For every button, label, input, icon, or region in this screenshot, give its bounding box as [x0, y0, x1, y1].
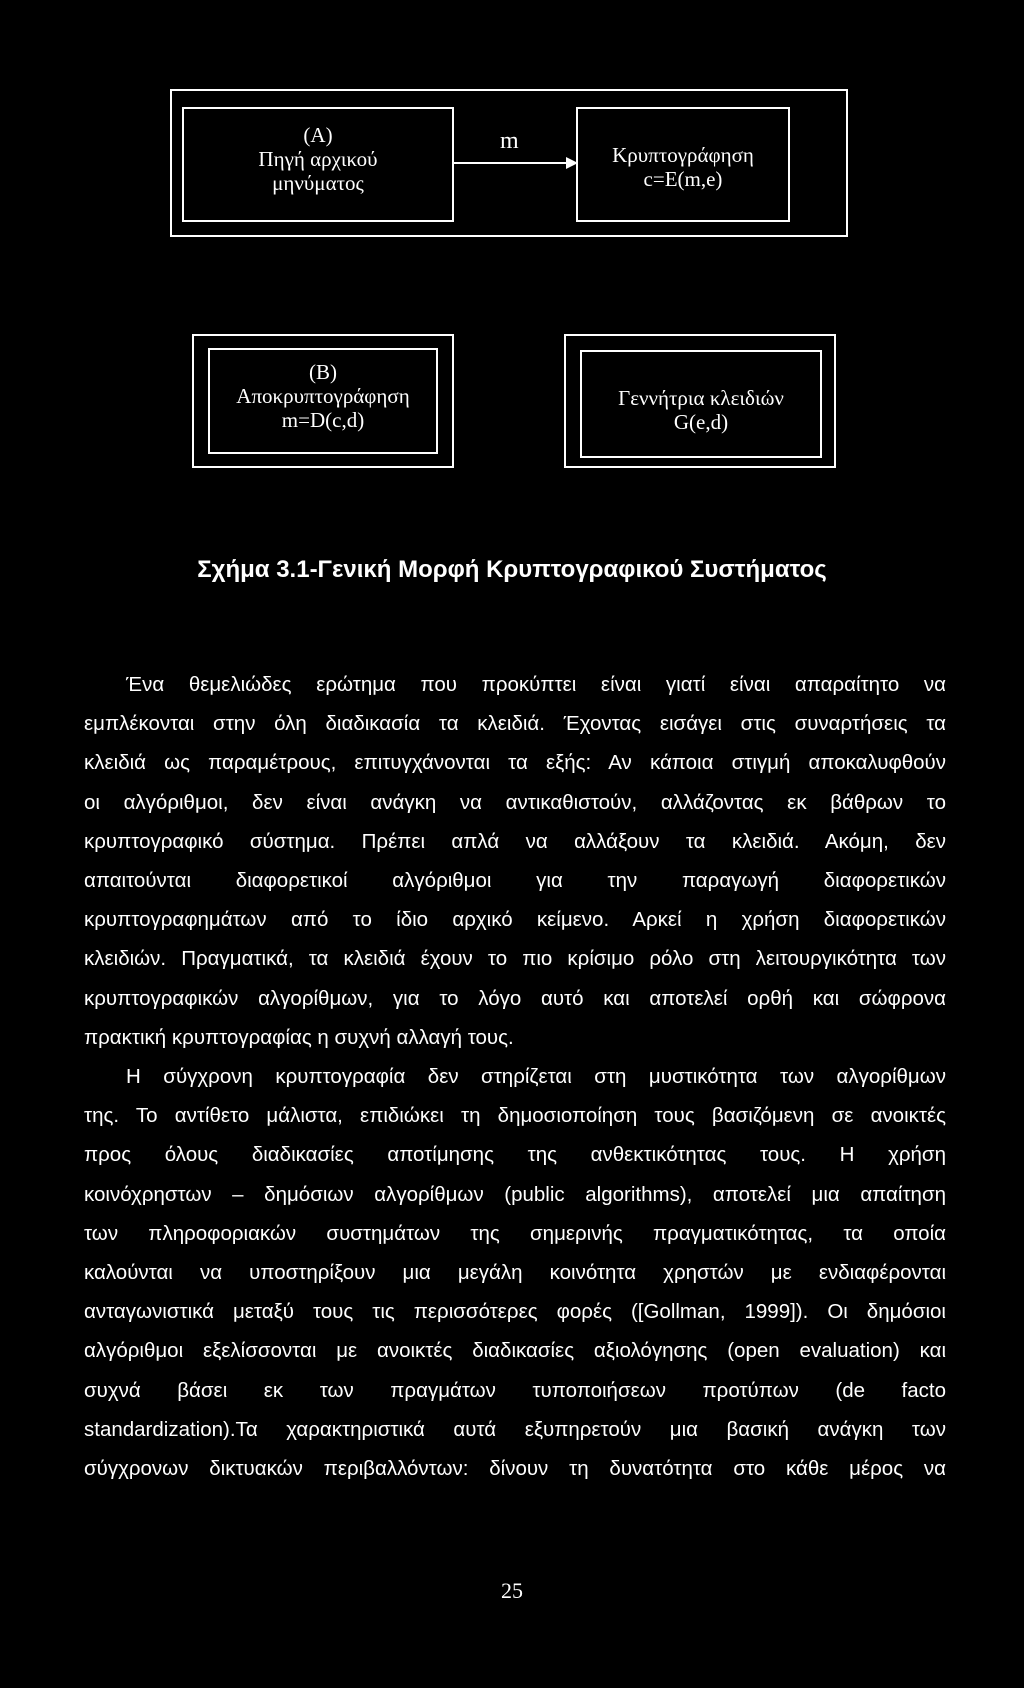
page-number: 25 [501, 1578, 523, 1603]
paragraph-2-line: Η σύγχρονη κρυπτογραφία δεν στηρίζεται στη μυστικότητα των αλγορίθμων [126, 1065, 946, 1088]
box-encryption-line1: Κρυπτογράφηση [612, 143, 754, 167]
paragraph-1-line: εμπλέκονται στην όλη διαδικασία τα κλειδιά. Έχοντας εισάγει στις συναρτήσεις τα [84, 712, 946, 736]
paragraph-1-line: κρυπτογραφημάτων από το ίδιο αρχικό κείμενο. Αρκεί η χρήση διαφορετικών [84, 908, 946, 932]
paragraph-1-line: απαιτούνται διαφορετικοί αλγόριθμοι για την παραγωγή διαφορετικών [84, 869, 946, 893]
paragraph-1-line: κλειδιών. Πραγματικά, τα κλειδιά έχουν το πιο κρίσιμο ρόλο στη λειτουργικότητα των [84, 947, 946, 971]
arrow-label: m [500, 128, 519, 154]
box-message-source-text [182, 123, 454, 195]
paragraph-1-line: κρυπτογραφικών αλγορίθμων, για το λόγο αυτό και αποτελεί ορθή και σώφρονα [84, 986, 946, 1010]
box-b-label: (B) [309, 360, 337, 384]
figure-caption: Σχήμα 3.1-Γενική Μορφή Κρυπτογραφικού Συστήματος [197, 556, 827, 583]
paragraph-1-line: Ένα θεμελιώδες ερώτημα που προκύπτει είναι γιατί είναι απαραίτητο να [126, 673, 946, 696]
box-keygen-line2: G(e,d) [673, 410, 729, 434]
box-encryption-text [576, 143, 790, 191]
paragraph-2-line: προς όλους διαδικασίες αποτίμησης της ανθεκτικότητας τους. Η χρήση [84, 1143, 946, 1167]
paragraph-2-line: της. Το αντίθετο μάλιστα, επιδιώκει τη δημοσιοποίηση τους βασιζόμενη σε ανοικτές [84, 1104, 946, 1128]
paragraph-2-line: καλούνται να υποστηρίξουν μια μεγάλη κοινότητα χρηστών με ενδιαφέρονται [84, 1261, 946, 1285]
box-b-line3: m=D(c,d) [281, 408, 365, 432]
paragraph-2-line: των πληροφοριακών συστημάτων της σημερινής πραγματικότητας, τα οποία [84, 1221, 946, 1245]
box-decryption-text [208, 360, 438, 432]
box-key-generator-text [580, 386, 822, 434]
box-b-line2: Αποκρυπτογράφηση [236, 384, 410, 408]
paragraph-1-line: οι αλγόριθμοι, δεν είναι ανάγκη να αντικαθιστούν, αλλάζοντας εκ βάθρων το [84, 790, 946, 814]
paragraph-2-line: σύγχρονων δικτυακών περιβαλλόντων: δίνουν τη δυνατότητα στο κάθε μέρος να [84, 1457, 946, 1481]
box-a-line2: Πηγή αρχικού [258, 147, 378, 171]
paragraph-2-line: συχνά βάσει εκ των πραγμάτων τυποποιήσεων προτύπων (de facto [84, 1378, 946, 1402]
paragraph-2-line: κοινόχρηστων – δημόσιων αλγορίθμων (public algorithms), αποτελεί μια απαίτηση [84, 1182, 946, 1206]
paragraph-1-line: κρυπτογραφικό σύστημα. Πρέπει απλά να αλλάξουν τα κλειδιά. Ακόμη, δεν [84, 829, 946, 853]
paragraph-2-line: standardization).Τα χαρακτηριστικά αυτά εξυπηρετούν μια βασική ανάγκη των [84, 1417, 946, 1441]
paragraph-2-line: αλγόριθμοι εξελίσσονται με ανοικτές διαδικασίες αξιολόγησης (open evaluation) και [84, 1339, 946, 1363]
arrow-line [454, 162, 576, 164]
paragraph-2 [84, 1057, 946, 1488]
paragraph-2-line: ανταγωνιστικά μεταξύ τους τις περισσότερες φορές ([Gollman, 1999]). Οι δημόσιοι [84, 1300, 946, 1324]
box-encryption-line2: c=E(m,e) [643, 167, 723, 191]
box-a-line3: μηνύματος [272, 171, 364, 195]
box-keygen-line1: Γεννήτρια κλειδιών [618, 386, 784, 410]
paragraph-1 [84, 665, 946, 1057]
paragraph-1-line: πρακτική κρυπτογραφίας η συχνή αλλαγή τους. [84, 1025, 514, 1049]
paragraph-1-line: κλειδιά ως παραμέτρους, επιτυγχάνονται τα εξής: Αν κάποια στιγμή αποκαλυφθούν [84, 751, 946, 775]
box-a-label: (A) [303, 123, 333, 147]
